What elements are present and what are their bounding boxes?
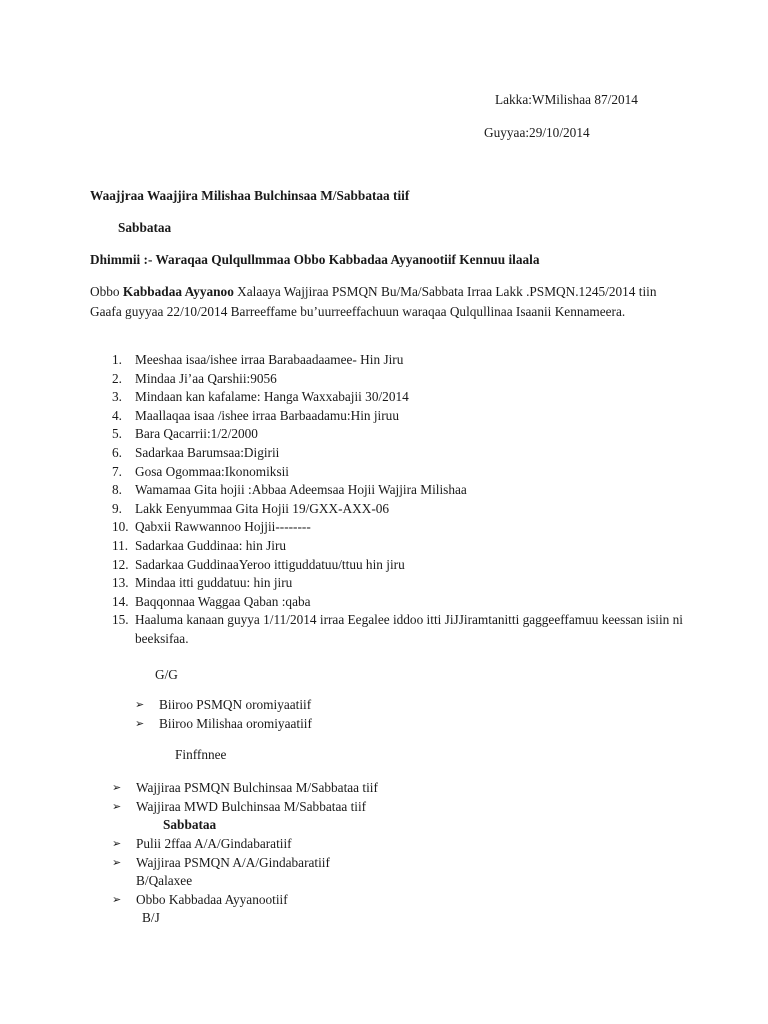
distribution-item	[112, 835, 330, 854]
list-item-number: 7.	[112, 463, 122, 479]
list-item-number: 15.	[112, 612, 129, 628]
distribution-item-text: Biiroo PSMQN oromiyaatiif	[159, 697, 312, 712]
list-item	[90, 611, 690, 648]
list-item	[90, 463, 690, 482]
arrow-bullet-icon: ➢	[135, 716, 145, 730]
list-item	[90, 574, 690, 593]
list-item-text: Bara Qacarrii:1/2/2000	[135, 426, 258, 442]
list-item-number: 2.	[112, 370, 122, 386]
recipient-place: Sabbataa	[118, 220, 172, 235]
cc-label: G/G	[155, 667, 178, 682]
distribution-item	[112, 779, 378, 798]
list-item	[90, 425, 690, 444]
list-item-text: Qabxii Rawwannoo Hojjii--------	[135, 519, 311, 535]
list-item-number: 5.	[112, 426, 122, 442]
arrow-bullet-icon: ➢	[135, 698, 145, 711]
list-item-text: Mindaa Ji’aa Qarshii:9056	[135, 370, 277, 386]
list-item	[90, 593, 690, 612]
body-prefix: Obbo	[90, 284, 123, 299]
list-item-text: Lakk Eenyummaa Gita Hojii 19/GXX-AXX-06	[135, 500, 390, 516]
list-item-text: Gosa Ogommaa:Ikonomiksii	[135, 463, 290, 479]
distribution-item-text: Wajjiraa PSMQN Bulchinsaa M/Sabbataa tiif	[136, 780, 378, 795]
list-item-text: Haaluma kanaan guyya 1/11/2014 irraa Eegalee iddoo itti JiJJiramtanitti gaggeeffamuu keessan isiin ni beeksifaa.	[135, 612, 683, 646]
list-item-text: Mindaa itti guddatuu: hin jiru	[135, 575, 293, 591]
list-item-number: 3.	[112, 389, 122, 405]
list-item	[90, 407, 690, 426]
list-item-number: 9.	[112, 500, 122, 516]
list-item	[90, 537, 690, 556]
numbered-list	[90, 351, 690, 649]
distribution-item-text: Wajjiraa PSMQN A/A/Gindabaratiif	[136, 854, 330, 870]
distribution-item-text: Obbo Kabbadaa Ayyanootiif	[136, 891, 288, 907]
distribution-item	[112, 891, 330, 910]
arrow-bullet-icon: ➢	[112, 799, 122, 813]
list-item-text: Mindaan kan kafalame: Hanga Waxxabajii 30/2014	[135, 389, 409, 405]
letter-date: Guyyaa:29/10/2014	[484, 125, 590, 140]
list-item-number: 14.	[112, 593, 129, 609]
distribution-item	[112, 798, 378, 817]
distribution-list-b	[112, 835, 330, 928]
list-item-number: 4.	[112, 407, 122, 423]
list-item-number: 6.	[112, 444, 122, 460]
list-item-text: Sadarkaa Barumsaa:Digirii	[135, 444, 280, 460]
list-item-text: Baqqonnaa Waggaa Qaban :qaba	[135, 593, 311, 609]
list-item	[90, 351, 690, 370]
list-item	[90, 500, 690, 519]
arrow-bullet-icon: ➢	[112, 837, 122, 850]
distribution-item-sub: B/Qalaxee	[136, 873, 193, 889]
list-item-number: 8.	[112, 482, 122, 498]
arrow-bullet-icon: ➢	[112, 781, 122, 794]
list-item-number: 13.	[112, 575, 129, 591]
distribution-item	[135, 715, 312, 734]
body-name: Kabbadaa Ayyanoo	[122, 284, 234, 299]
reference-number: Lakka:WMilishaa 87/2014	[495, 92, 638, 107]
distribution-item-text: Wajjiraa MWD Bulchinsaa M/Sabbataa tiif	[136, 798, 367, 814]
list-item-number: 1.	[112, 352, 122, 367]
distribution-item	[135, 696, 312, 715]
body-paragraph	[90, 282, 680, 321]
list-item	[90, 481, 690, 500]
list-item	[90, 518, 690, 537]
finfinnee-label: Finffnnee	[175, 747, 227, 762]
body-text: Xalaaya Wajjiraa PSMQN Bu/Ma/Sabbata Irraa Lakk .PSMQN.1245/2014 tiin Gaafa guyyaa 22/10/2014 Barreeffame bu’uurreeffachuun waraqaa Qulqullinaa Isaanii Kennameera.	[90, 284, 657, 319]
distribution-item-sub: B/J	[142, 910, 160, 926]
list-item-text: Sadarkaa GuddinaaYeroo ittiguddatuu/ttuu hin jiru	[135, 556, 405, 572]
list-item	[90, 370, 690, 389]
cc-list	[135, 696, 312, 733]
arrow-bullet-icon: ➢	[112, 855, 122, 869]
distribution-place: Sabbataa	[163, 817, 217, 832]
recipient-line: Waajjraa Waajjira Milishaa Bulchinsaa M/Sabbataa tiif	[90, 188, 410, 203]
distribution-item-text: Biiroo Milishaa oromiyaatiif	[159, 715, 312, 731]
subject-line: Dhimmii :- Waraqaa Qulqullmmaa Obbo Kabbadaa Ayyanootiif Kennuu ilaala	[90, 252, 540, 267]
list-item-number: 12.	[112, 556, 129, 572]
list-item-text: Maallaqaa isaa /ishee irraa Barbaadamu:Hin jiruu	[135, 407, 399, 423]
list-item-text: Sadarkaa Guddinaa: hin Jiru	[135, 537, 287, 553]
distribution-list-a	[112, 779, 378, 816]
list-item	[90, 444, 690, 463]
arrow-bullet-icon: ➢	[112, 892, 122, 906]
list-item-number: 10.	[112, 519, 129, 535]
list-item	[90, 556, 690, 575]
list-item-number: 11.	[112, 537, 129, 553]
list-item	[90, 388, 690, 407]
list-item-text: Meeshaa isaa/ishee irraa Barabaadaamee- Hin Jiru	[135, 352, 404, 367]
list-item-text: Wamamaa Gita hojii :Abbaa Adeemsaa Hojii Wajjira Milishaa	[135, 482, 467, 498]
distribution-item	[112, 854, 330, 873]
distribution-item-text: Pulii 2ffaa A/A/Gindabaratiif	[136, 836, 292, 851]
